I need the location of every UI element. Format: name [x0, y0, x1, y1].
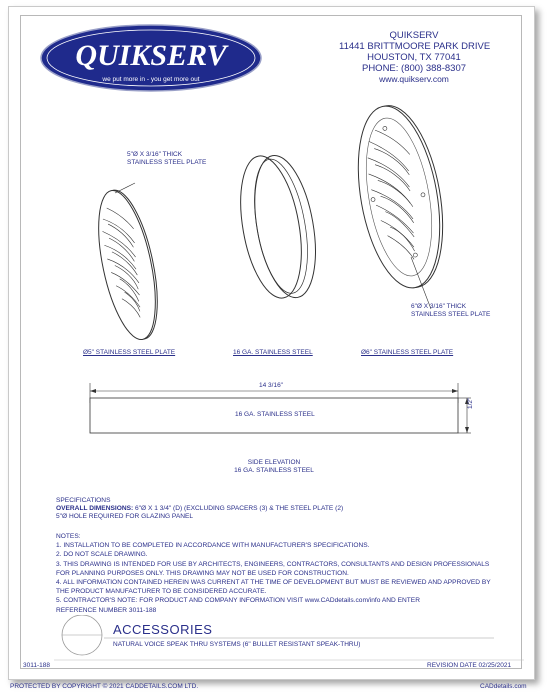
plate-5-callout-line1: 5"Ø X 3/16" THICK — [127, 151, 183, 158]
note-line: REFERENCE NUMBER 3011-188 — [56, 606, 157, 614]
drawing-sheet — [8, 6, 535, 680]
footer-site[interactable]: CADdetails.com — [480, 683, 527, 690]
specs-overall-value: 6"Ø X 1 3/4" (D) (EXCLUDING SPACERS (3) & THE STEEL PLATE (2) — [133, 505, 344, 513]
title-block-revision: REVISION DATE 02/25/2021 — [427, 662, 512, 669]
plate-6-callout-line1: 6"Ø X 3/16" THICK — [411, 303, 467, 310]
specs-overall-label: OVERALL DIMENSIONS: — [56, 505, 134, 513]
elevation-caption — [234, 459, 314, 475]
plate-5-callout-line2: STAINLESS STEEL PLATE — [127, 159, 207, 166]
company-phone: PHONE: (800) 388-8307 — [361, 63, 467, 74]
title-block-ref: 3011-188 — [23, 662, 50, 669]
elevation-caption-line1: SIDE ELEVATION — [247, 459, 301, 466]
caption-plate-6: Ø6" STAINLESS STEEL PLATE — [361, 349, 454, 356]
note-line: 1. INSTALLATION TO BE COMPLETED IN ACCORDANCE WITH MANUFACTURER'S SPECIFICATIONS. — [56, 542, 370, 550]
specs-hole: 5"Ø HOLE REQUIRED FOR GLAZING PANEL — [56, 513, 194, 521]
company-address2: HOUSTON, TX 77041 — [367, 52, 461, 63]
caption-ring: 16 GA. STAINLESS STEEL — [233, 349, 313, 356]
company-url[interactable]: www.quikserv.com — [379, 74, 449, 84]
specifications — [56, 497, 343, 522]
note-line: FOR PLANNING PURPOSES ONLY. THIS DRAWING MAY NOT BE USED FOR CONSTRUCTION. — [56, 569, 349, 577]
notes-heading: NOTES: — [56, 533, 81, 540]
note-line: 5. CONTRACTOR'S NOTE: FOR PRODUCT AND COMPANY INFORMATION VISIT www.CADdetails.com/info AND ENTER — [56, 597, 420, 605]
ring-drawing — [231, 151, 325, 303]
plate-6-callout-line2: STAINLESS STEEL PLATE — [411, 311, 491, 318]
note-line: 4. ALL INFORMATION CONTAINED HEREIN WAS CURRENT AT THE TIME OF DEVELOPMENT BUT MUST BE REVIEWED AND APPROVED BY — [56, 579, 491, 587]
plate-5-drawing — [88, 183, 169, 344]
notes — [56, 532, 491, 615]
product-drawings — [9, 7, 534, 477]
plate-6-drawing — [346, 99, 456, 309]
title-block-title: ACCESSORIES — [113, 622, 213, 637]
note-line: 2. DO NOT SCALE DRAWING. — [56, 551, 148, 559]
elevation-width-dimension: 14 3/16" — [259, 382, 283, 389]
elevation-height-dimension: 1/2" — [467, 397, 474, 409]
elevation-caption-line2: 16 GA. STAINLESS STEEL — [234, 467, 314, 474]
side-elevation-drawing — [90, 383, 471, 433]
elevation-bar-label: 16 GA. STAINLESS STEEL — [235, 411, 315, 418]
logo-tagline: we put more in - you get more out — [102, 76, 200, 83]
footer-copyright: PROTECTED BY COPYRIGHT © 2021 CADDETAILS.COM LTD. — [10, 683, 199, 690]
note-line: 3. THIS DRAWING IS INTENDED FOR USE BY ARCHITECTS, ENGINEERS, CONTRACTORS, CONSULTANTS AND DESIGN PROFESSIONALS — [56, 560, 490, 568]
company-address1: 11441 BRITTMOORE PARK DRIVE — [339, 41, 491, 52]
specs-heading: SPECIFICATIONS — [56, 497, 111, 504]
plate-5-callout — [127, 151, 206, 167]
logo-brand: QUIKSERV — [75, 39, 227, 72]
title-block-subtitle: NATURAL VOICE SPEAK THRU SYSTEMS (6" BULLET RESISTANT SPEAK-THRU) — [113, 641, 361, 648]
caption-plate-5: Ø5" STAINLESS STEEL PLATE — [83, 349, 176, 356]
plate-6-callout — [411, 303, 490, 319]
note-line: THE PRODUCT MANUFACTURER TO BE CONSIDERED ACCURATE. — [56, 588, 267, 596]
company-name: QUIKSERV — [389, 30, 439, 41]
